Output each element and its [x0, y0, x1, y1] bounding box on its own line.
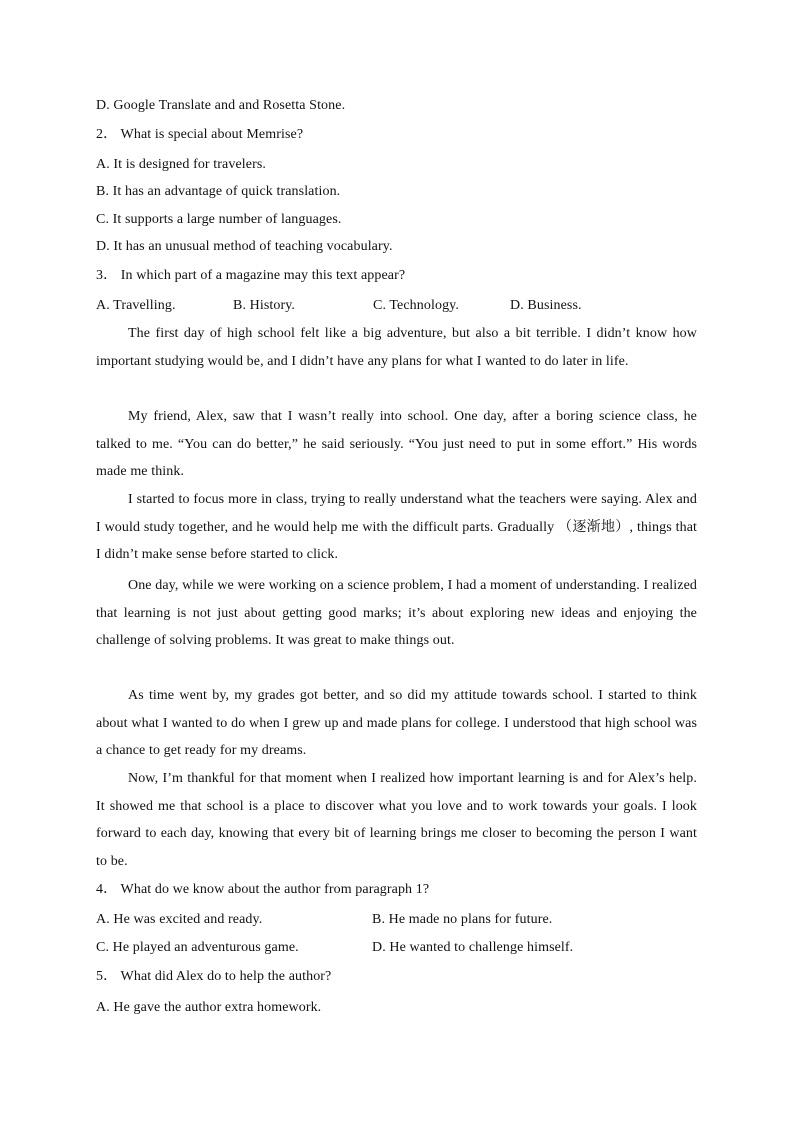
- q5-option-a: A. He gave the author extra homework.: [96, 1000, 322, 1015]
- passage-paragraph-4: One day, while we were working on a science problem, I had a moment of understanding. I realized that learning is not just about getting good marks; it’s about exploring new ideas and enjoying the challenge of solving problems. It was great to make things out.: [96, 578, 697, 649]
- q3-option-d: D. Business.: [510, 298, 582, 313]
- q3-option-c: C. Technology.: [373, 298, 459, 313]
- passage-paragraph-2: My friend, Alex, saw that I wasn’t really into school. One day, after a boring science class, he talked to me. “You can do better,” he said seriously. “You just need to put in some effort.” His words made me think.: [96, 409, 697, 480]
- q5-question: 5． What did Alex do to help the author?: [96, 969, 332, 984]
- passage-paragraph-1: The first day of high school felt like a big adventure, but also a bit terrible. I didn’t know how important studying would be, and I didn’t have any plans for what I wanted to do later in life.: [96, 326, 697, 369]
- q2-option-c: C. It supports a large number of languages.: [96, 212, 342, 227]
- q1-option-d: D. Google Translate and and Rosetta Stone.: [96, 98, 346, 113]
- q4-option-d: D. He wanted to challenge himself.: [372, 940, 574, 955]
- q4-option-c: C. He played an adventurous game.: [96, 940, 299, 955]
- q3-options-row: [96, 297, 696, 315]
- passage-paragraph-3: I started to focus more in class, trying to really understand what the teachers were saying. Alex and I would study together, and he would help me with the difficult parts. Gradually （逐渐地）, things that I didn’t make sense before started to click.: [96, 492, 697, 563]
- q4-option-a: A. He was excited and ready.: [96, 912, 263, 927]
- q3-question: 3． In which part of a magazine may this text appear?: [96, 268, 406, 283]
- q4-options-row-1: [96, 911, 696, 929]
- q4-option-b: B. He made no plans for future.: [372, 912, 553, 927]
- q3-option-b: B. History.: [233, 298, 296, 313]
- q2-option-b: B. It has an advantage of quick translation.: [96, 184, 341, 199]
- q4-question: 4． What do we know about the author from paragraph 1?: [96, 882, 430, 897]
- q2-option-a: A. It is designed for travelers.: [96, 157, 266, 172]
- passage-paragraph-6: Now, I’m thankful for that moment when I realized how important learning is and for Alex’s help. It showed me that school is a place to discover what you love and to work towards your goals. I look forward to each day, knowing that every bit of learning brings me closer to becoming the person I want to be.: [96, 771, 697, 870]
- q2-question: 2． What is special about Memrise?: [96, 127, 304, 142]
- q2-option-d: D. It has an unusual method of teaching vocabulary.: [96, 239, 393, 254]
- q4-options-row-2: [96, 939, 696, 957]
- passage-paragraph-5: As time went by, my grades got better, and so did my attitude towards school. I started to think about what I wanted to do when I grew up and made plans for college. I understood that high school was a chance to get ready for my dreams.: [96, 688, 697, 759]
- q3-option-a: A. Travelling.: [96, 298, 176, 313]
